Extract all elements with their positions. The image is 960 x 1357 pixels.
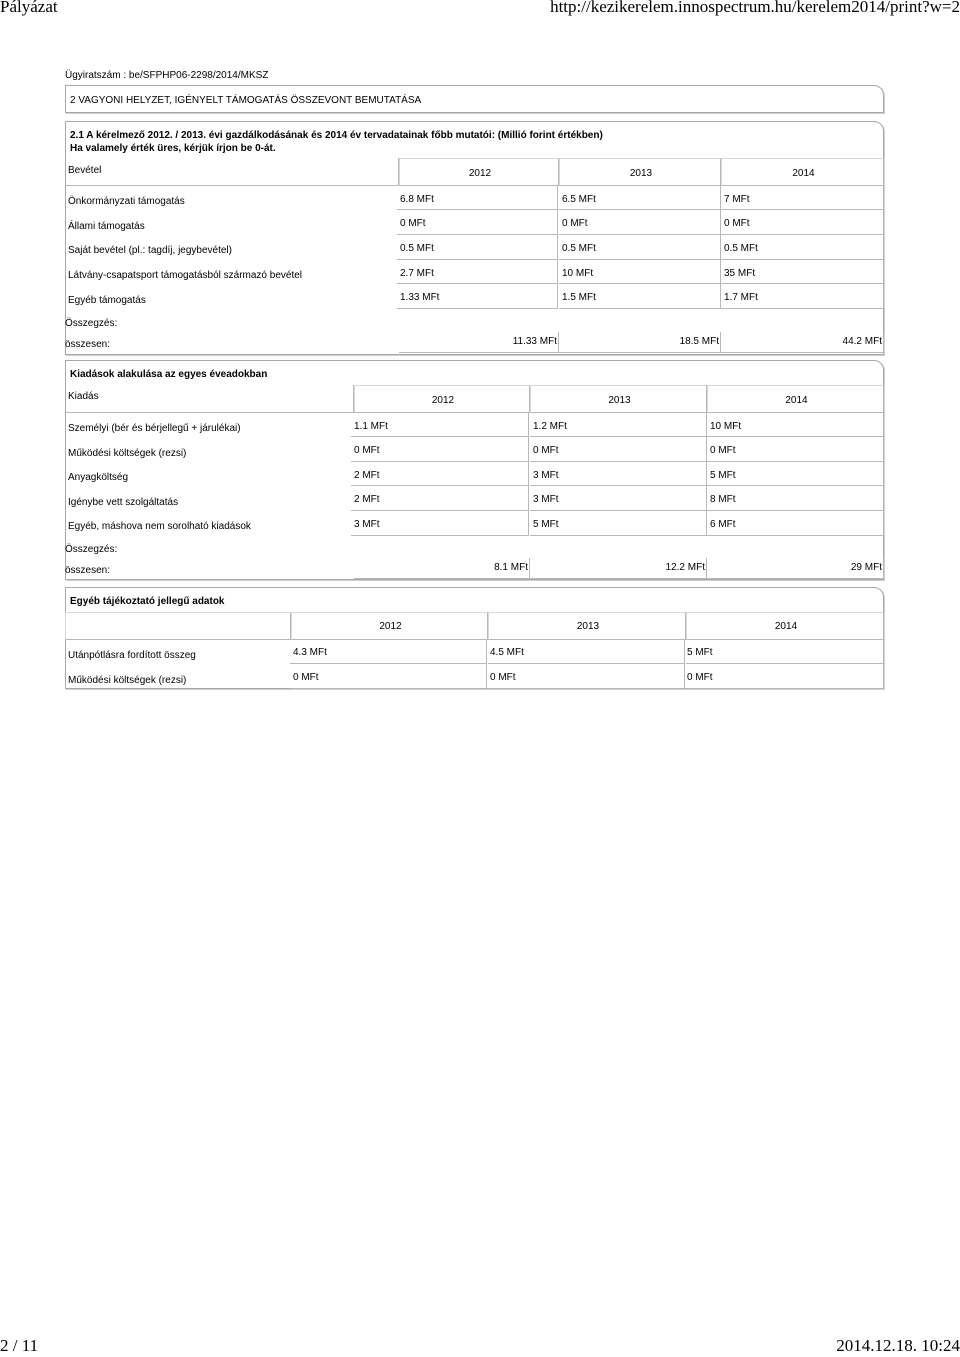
unit-label: MFt bbox=[864, 562, 882, 573]
income-year-2014-label: 2014 bbox=[792, 168, 815, 179]
income-value: 1.5 MFt bbox=[562, 292, 596, 303]
page-header-title: Pályázat bbox=[0, 0, 58, 16]
income-cell bbox=[397, 210, 558, 235]
expenses-cell bbox=[530, 437, 707, 462]
other-value: 5 MFt bbox=[687, 647, 713, 658]
expenses-total-value: 29 bbox=[850, 562, 862, 573]
expenses-row-label: Személyi (bér és bérjellegű + járulékai) bbox=[68, 423, 241, 434]
expenses-value: 8 MFt bbox=[710, 494, 736, 505]
other-cell bbox=[488, 664, 685, 689]
other-value: 0 MFt bbox=[490, 672, 516, 683]
unit-label: MFt bbox=[701, 336, 719, 347]
income-cell bbox=[559, 235, 721, 260]
income-value: 1.33 MFt bbox=[400, 292, 440, 303]
expenses-total-label: összesen: bbox=[65, 565, 111, 576]
income-cell bbox=[559, 284, 721, 309]
income-total-2013 bbox=[559, 332, 721, 353]
income-cell bbox=[721, 260, 884, 284]
expenses-cell bbox=[530, 462, 707, 486]
income-year-2012-label: 2012 bbox=[468, 168, 492, 179]
expenses-value: 10 MFt bbox=[710, 421, 742, 432]
expenses-row-label: Egyéb, máshova nem sorolható kiadások bbox=[68, 521, 251, 532]
other-cell bbox=[686, 664, 884, 689]
subsection-line2: Ha valamely érték üres, kérjük írjon be 0-át. bbox=[70, 143, 276, 154]
income-row-label: Saját bevétel (pl.: tagdíj, jegybevétel) bbox=[68, 245, 232, 256]
income-year-2012 bbox=[399, 158, 559, 186]
expenses-value: 1.2 MFt bbox=[533, 421, 567, 432]
expenses-cell bbox=[530, 511, 707, 536]
income-year-2013 bbox=[559, 158, 721, 186]
income-value: 10 MFt bbox=[562, 268, 594, 279]
expenses-total-2013 bbox=[530, 558, 707, 579]
expenses-year-2012 bbox=[354, 385, 530, 413]
income-value: 1.7 MFt bbox=[724, 292, 758, 303]
expenses-total-value: 8.1 bbox=[494, 562, 508, 573]
income-cell bbox=[721, 235, 884, 260]
other-year-2013 bbox=[488, 612, 686, 640]
income-row-label: Egyéb támogatás bbox=[68, 295, 146, 306]
income-row-label: Látvány-csapatsport támogatásból származó bevétel bbox=[68, 270, 303, 281]
income-value: 35 MFt bbox=[724, 268, 756, 279]
income-cell bbox=[397, 284, 558, 309]
income-total-value: 11.33 bbox=[512, 336, 537, 347]
income-cell bbox=[721, 284, 884, 309]
expenses-value: 3 MFt bbox=[533, 494, 559, 505]
file-number: Ügyiratszám : be/SFPHP06-2298/2014/MKSZ bbox=[65, 70, 269, 81]
other-value: 4.3 MFt bbox=[293, 647, 327, 658]
expenses-value: 3 MFt bbox=[354, 519, 380, 530]
expenses-year-2013 bbox=[530, 385, 707, 413]
other-value: 0 MFt bbox=[293, 672, 319, 683]
income-cell bbox=[397, 235, 558, 260]
print-timestamp: 2014.12.18. 10:24 bbox=[836, 1336, 960, 1355]
expenses-value: 6 MFt bbox=[710, 519, 736, 530]
income-value: 0 MFt bbox=[562, 218, 588, 229]
income-total-2012 bbox=[399, 332, 559, 353]
expenses-year-2014-label: 2014 bbox=[785, 395, 808, 406]
income-cell bbox=[559, 260, 721, 284]
expenses-row-label: Működési költségek (rezsi) bbox=[68, 448, 187, 459]
income-total-value: 44.2 bbox=[842, 336, 862, 347]
expenses-total-2012 bbox=[354, 558, 530, 579]
income-cell bbox=[397, 186, 558, 210]
subsection-line1: 2.1 A kérelmező 2012. / 2013. évi gazdálkodásának és 2014 év tervadatainak főbb mutatói: (Millió forint értékben) bbox=[70, 130, 603, 141]
expenses-title: Kiadás bbox=[68, 391, 99, 402]
expenses-header-label-cell bbox=[65, 385, 354, 413]
income-cell bbox=[559, 210, 721, 235]
income-cell bbox=[721, 210, 884, 235]
other-cell bbox=[290, 640, 487, 664]
expenses-year-2012-label: 2012 bbox=[431, 395, 455, 406]
income-value: 0.5 MFt bbox=[400, 243, 434, 254]
unit-label: MFt bbox=[864, 336, 882, 347]
expenses-year-2014 bbox=[707, 385, 884, 413]
other-cell bbox=[290, 664, 487, 689]
income-row-label: Önkormányzati támogatás bbox=[68, 196, 185, 207]
expenses-value: 0 MFt bbox=[354, 445, 380, 456]
other-row-label: Működési költségek (rezsi) bbox=[68, 675, 187, 686]
expenses-cell bbox=[707, 437, 884, 462]
expenses-value: 2 MFt bbox=[354, 470, 380, 481]
other-year-2012 bbox=[291, 612, 488, 640]
income-value: 0.5 MFt bbox=[562, 243, 596, 254]
income-title: Bevétel bbox=[68, 165, 102, 176]
expenses-cell bbox=[351, 413, 529, 437]
income-cell bbox=[559, 186, 721, 210]
income-value: 7 MFt bbox=[724, 194, 750, 205]
expenses-section-title: Kiadások alakulása az egyes éveadokban bbox=[70, 369, 268, 380]
other-year-2012-label: 2012 bbox=[379, 621, 402, 632]
expenses-cell bbox=[707, 413, 884, 437]
income-cell bbox=[397, 260, 558, 284]
other-cell bbox=[686, 640, 884, 664]
expenses-cell bbox=[707, 511, 884, 536]
expenses-total-value: 12.2 bbox=[665, 562, 685, 573]
income-cell bbox=[721, 186, 884, 210]
expenses-value: 5 MFt bbox=[533, 519, 559, 530]
other-year-2014-label: 2014 bbox=[774, 621, 798, 632]
other-cell bbox=[488, 640, 685, 664]
other-row-label: Utánpótlásra fordított összeg bbox=[68, 650, 196, 661]
expenses-value: 5 MFt bbox=[710, 470, 736, 481]
expenses-value: 2 MFt bbox=[354, 494, 380, 505]
expenses-cell bbox=[530, 413, 707, 437]
expenses-year-2013-label: 2013 bbox=[608, 395, 631, 406]
expenses-value: 3 MFt bbox=[533, 470, 559, 481]
expenses-summary-label: Összegzés: bbox=[65, 544, 118, 555]
other-value: 0 MFt bbox=[687, 672, 713, 683]
income-year-2014 bbox=[721, 158, 884, 186]
income-summary-label: Összegzés: bbox=[65, 318, 118, 329]
income-row-label: Állami támogatás bbox=[68, 221, 145, 232]
expenses-cell bbox=[707, 486, 884, 511]
other-year-2013-label: 2013 bbox=[576, 621, 600, 632]
unit-label: MFt bbox=[539, 336, 557, 347]
income-total-2014 bbox=[721, 332, 884, 353]
income-year-2013-label: 2013 bbox=[629, 168, 653, 179]
expenses-value: 0 MFt bbox=[533, 445, 559, 456]
section-title: 2 VAGYONI HELYZET, IGÉNYELT TÁMOGATÁS ÖSSZEVONT BEMUTATÁSA bbox=[70, 95, 422, 106]
income-header-label-cell bbox=[65, 158, 399, 186]
income-total-label: összesen: bbox=[65, 339, 111, 350]
expenses-cell bbox=[351, 486, 529, 511]
expenses-cell bbox=[351, 462, 529, 486]
expenses-cell bbox=[530, 486, 707, 511]
expenses-total-2014 bbox=[707, 558, 884, 579]
expenses-cell bbox=[351, 437, 529, 462]
income-value: 0 MFt bbox=[724, 218, 750, 229]
income-value: 0 MFt bbox=[400, 218, 426, 229]
expenses-cell bbox=[707, 462, 884, 486]
page-header-url: http://kezikerelem.innospectrum.hu/kerelem2014/print?w=2 bbox=[550, 0, 960, 16]
expenses-value: 1.1 MFt bbox=[354, 421, 388, 432]
page-number: 2 / 11 bbox=[0, 1336, 39, 1355]
other-value: 4.5 MFt bbox=[490, 647, 524, 658]
other-header-label-cell bbox=[65, 612, 291, 640]
income-value: 6.8 MFt bbox=[400, 194, 434, 205]
other-section-title: Egyéb tájékoztató jellegű adatok bbox=[70, 596, 225, 607]
income-value: 6.5 MFt bbox=[562, 194, 596, 205]
section-title-box bbox=[65, 85, 884, 113]
expenses-cell bbox=[351, 511, 529, 536]
expenses-row-label: Igénybe vett szolgáltatás bbox=[68, 497, 179, 508]
unit-label: MFt bbox=[510, 562, 528, 573]
expenses-value: 0 MFt bbox=[710, 445, 736, 456]
income-value: 0.5 MFt bbox=[724, 243, 758, 254]
income-total-value: 18.5 bbox=[679, 336, 699, 347]
income-value: 2.7 MFt bbox=[400, 268, 434, 279]
expenses-row-label: Anyagköltség bbox=[68, 472, 129, 483]
other-year-2014 bbox=[686, 612, 884, 640]
unit-label: MFt bbox=[687, 562, 705, 573]
